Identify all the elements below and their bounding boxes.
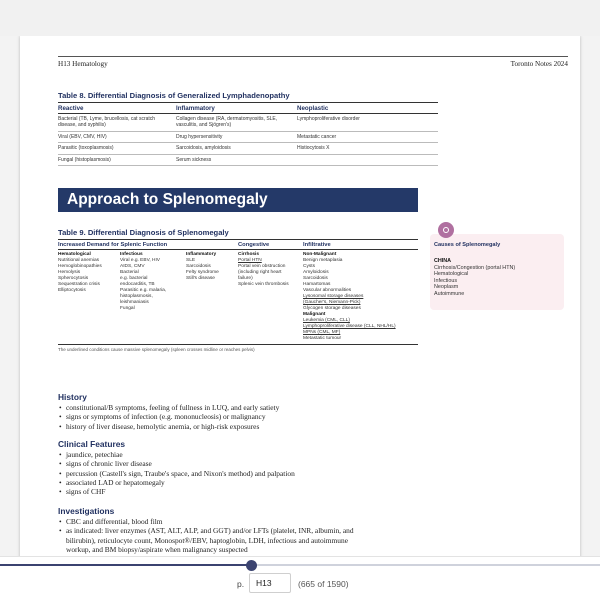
- list-item: Portal HTN: [238, 258, 262, 263]
- column-header: Neoplastic: [297, 104, 329, 112]
- mnemonic-item: Cirrhosis/Congestion (portal HTN): [434, 264, 516, 271]
- list-item: Hemolysis: [58, 270, 81, 275]
- list-item: Viral e.g. EBV, HIV: [120, 258, 160, 263]
- list-item: • history of liver disease, hemolytic anemia, or high-risk exposures: [58, 422, 568, 431]
- list-item: Fungal: [120, 306, 135, 311]
- column-header: Inflammatory: [176, 104, 215, 112]
- document-page: [20, 36, 580, 556]
- column-header: Congestive: [238, 241, 270, 248]
- list-item: (Gaucher's, Niemann-Pick): [303, 300, 361, 305]
- page-slider-fill: [0, 564, 251, 566]
- list-item: Bacterial: [120, 270, 139, 275]
- table-header-row: [58, 102, 438, 114]
- table-row: [58, 114, 438, 132]
- list-item: Lymphoproliferative disease (CLL, NHL/HL): [303, 324, 396, 329]
- list-item: e.g. bacterial: [120, 276, 148, 281]
- list-item: Lysosomal storage diseases: [303, 294, 364, 299]
- mnemonic-item: Neoplasm: [434, 284, 459, 291]
- table-cell: Serum sickness: [176, 156, 212, 163]
- list-item: Vascular abnormalities: [303, 288, 352, 293]
- list-item: Cysts: [303, 264, 315, 269]
- table-bottom-rule: [58, 344, 418, 345]
- list-item: workup, and BM biopsy/aspirate when malignancy suspected: [66, 544, 248, 554]
- running-header: [58, 56, 568, 68]
- list-item: Still's disease: [186, 276, 215, 281]
- list-item: Hemoglobinopathies: [58, 264, 102, 269]
- column-hematological: [58, 252, 120, 342]
- header-book-title: Toronto Notes 2024: [510, 60, 568, 68]
- section-investigations: [58, 506, 568, 554]
- list-item: • as indicated: liver enzymes (AST, ALT, ALP, and GGT) and/or LFTs (platelet, INR, albumin, and: [58, 526, 568, 535]
- list-item: AIDS, CMV: [120, 264, 145, 269]
- table-header-row: [58, 239, 418, 250]
- list-item: • CBC and differential, blood film: [58, 517, 568, 526]
- list-item: Sequestration crisis: [58, 282, 100, 287]
- list-item: Nutritional anemias: [58, 258, 100, 263]
- table-cell: Lymphoproliferative disorder: [297, 116, 360, 122]
- list-item: Sarcoidosis: [303, 276, 328, 281]
- table-cell: Bacterial (TB, Lyme, brucellosis, cat scratch disease, and syphilis): [58, 116, 156, 129]
- column-congestive: [238, 252, 303, 342]
- table-cell: Drug hypersensitivity: [176, 133, 223, 140]
- column-header: Reactive: [58, 104, 84, 112]
- lightbulb-icon: [438, 222, 454, 238]
- list-item: failure): [238, 276, 253, 281]
- table-cell: Fungal (histoplasmosis): [58, 156, 111, 163]
- list-item: Sarcoidosis: [186, 264, 211, 269]
- list-item: • signs or symptoms of infection (e.g. mononucleosis) or malignancy: [58, 412, 568, 421]
- list-item: Spherocytosis: [58, 276, 89, 281]
- table-cell: Parasitic (toxoplasmosis): [58, 145, 114, 152]
- table-lymphadenopathy: [58, 91, 438, 166]
- list-item: • signs of chronic liver disease: [58, 459, 568, 468]
- column-inflammatory: [186, 252, 238, 342]
- table-row: [58, 132, 438, 143]
- sidebar-note: [430, 234, 564, 310]
- sidebar-note-title: Causes of Splenomegaly: [434, 242, 501, 248]
- table-cell: Metastatic cancer: [297, 133, 337, 140]
- table-splenomegaly: [58, 228, 418, 352]
- table-cell: [297, 157, 438, 163]
- table-row: [58, 155, 438, 166]
- subheading: Inflammatory: [186, 252, 217, 257]
- document-viewer[interactable]: [0, 36, 600, 556]
- column-infectious: [120, 252, 186, 342]
- table-cell: Histiocytosis X: [297, 145, 330, 152]
- page-slider-handle[interactable]: [246, 560, 257, 571]
- table-cell: Sarcoidosis, amyloidosis: [176, 145, 231, 152]
- section-heading: Clinical Features: [58, 439, 126, 449]
- list-item: leishmaniasis: [120, 300, 149, 305]
- table-body: [58, 250, 418, 342]
- section-banner-title: Approach to Splenomegaly: [67, 191, 268, 208]
- mnemonic-item: Infectious: [434, 277, 458, 284]
- list-item: Leukemia (CML, CLL): [303, 318, 350, 323]
- bullet-list: [58, 450, 568, 496]
- subheading: Infectious: [120, 252, 143, 257]
- page-number-input[interactable]: [249, 573, 291, 593]
- sidebar-note-body: [434, 258, 515, 298]
- subheading: Hematological: [58, 252, 91, 257]
- section-history: [58, 392, 568, 431]
- section-heading: History: [58, 392, 87, 402]
- list-item: histoplasmosis,: [120, 294, 153, 299]
- list-item: Amyloidosis: [303, 270, 329, 275]
- page-navigator: [0, 556, 600, 600]
- subheading: Cirrhosis: [238, 252, 260, 257]
- list-item: Benign metaplasia: [303, 258, 343, 263]
- mnemonic-item: Autoimmune: [434, 290, 465, 297]
- bullet-list: [58, 517, 568, 554]
- subheading: Non-Malignant: [303, 252, 337, 257]
- list-item: endocarditis, TB: [120, 282, 155, 287]
- top-toolbar: [0, 0, 600, 36]
- list-item: • constitutional/B symptoms, feeling of fullness in LUQ, and early satiety: [58, 403, 568, 412]
- subheading: Malignant: [303, 312, 326, 317]
- list-item: Portal vein obstruction: [238, 264, 286, 269]
- list-item: Felty syndrome: [186, 270, 219, 275]
- page-count: (665 of 1590): [298, 579, 349, 589]
- mnemonic: CHINA: [434, 258, 452, 264]
- column-header: Increased Demand for Splenic Function: [58, 241, 168, 248]
- list-item: • signs of CHF: [58, 487, 568, 496]
- bullet-list: [58, 403, 568, 431]
- list-item: Metastatic tumour: [303, 336, 342, 341]
- list-item: SLE: [186, 258, 196, 263]
- list-item: Glycogen storage diseases: [303, 306, 361, 311]
- list-item: Hamartomas: [303, 282, 331, 287]
- list-item: MPNs (CML, MF): [303, 330, 341, 335]
- list-item: (including right heart: [238, 270, 282, 275]
- column-infiltrative: [303, 252, 418, 342]
- page-label: p.: [237, 579, 245, 589]
- column-header: Infiltrative: [303, 241, 331, 248]
- list-item: bilirubin), reticulocyte count, Monospot®/EBV, haptoglobin, LDH, infectious and autoimmune: [66, 535, 348, 545]
- table-title: Table 8. Differential Diagnosis of Generalized Lymphadenopathy: [58, 91, 290, 100]
- table-cell: Viral (EBV, CMV, HIV): [58, 133, 107, 140]
- header-section: H13 Hematology: [58, 60, 108, 68]
- table-title: Table 9. Differential Diagnosis of Splenomegaly: [58, 228, 229, 237]
- section-clinical-features: [58, 439, 568, 496]
- list-item: Elliptocytosis: [58, 288, 86, 293]
- list-item: • percussion (Castell's sign, Traube's space, and Nixon's method) and palpation: [58, 469, 568, 478]
- table-footnote: The underlined conditions cause massive splenomegaly (spleen crosses midline or reaches pelvis): [58, 347, 255, 352]
- table-cell: Collagen disease (RA, dermatomyositis, SLE, vasculitis, and Sjögren's): [176, 116, 278, 129]
- list-item: • jaundice, petechiae: [58, 450, 568, 459]
- list-item: • associated LAD or hepatomegaly: [58, 478, 568, 487]
- list-item: Splenic vein thrombosis: [238, 282, 289, 287]
- list-item: Parasitic e.g. malaria,: [120, 288, 167, 293]
- section-heading: Investigations: [58, 506, 115, 516]
- mnemonic-item: Hematological: [434, 271, 469, 278]
- table-row: [58, 143, 438, 154]
- section-banner: [58, 188, 418, 212]
